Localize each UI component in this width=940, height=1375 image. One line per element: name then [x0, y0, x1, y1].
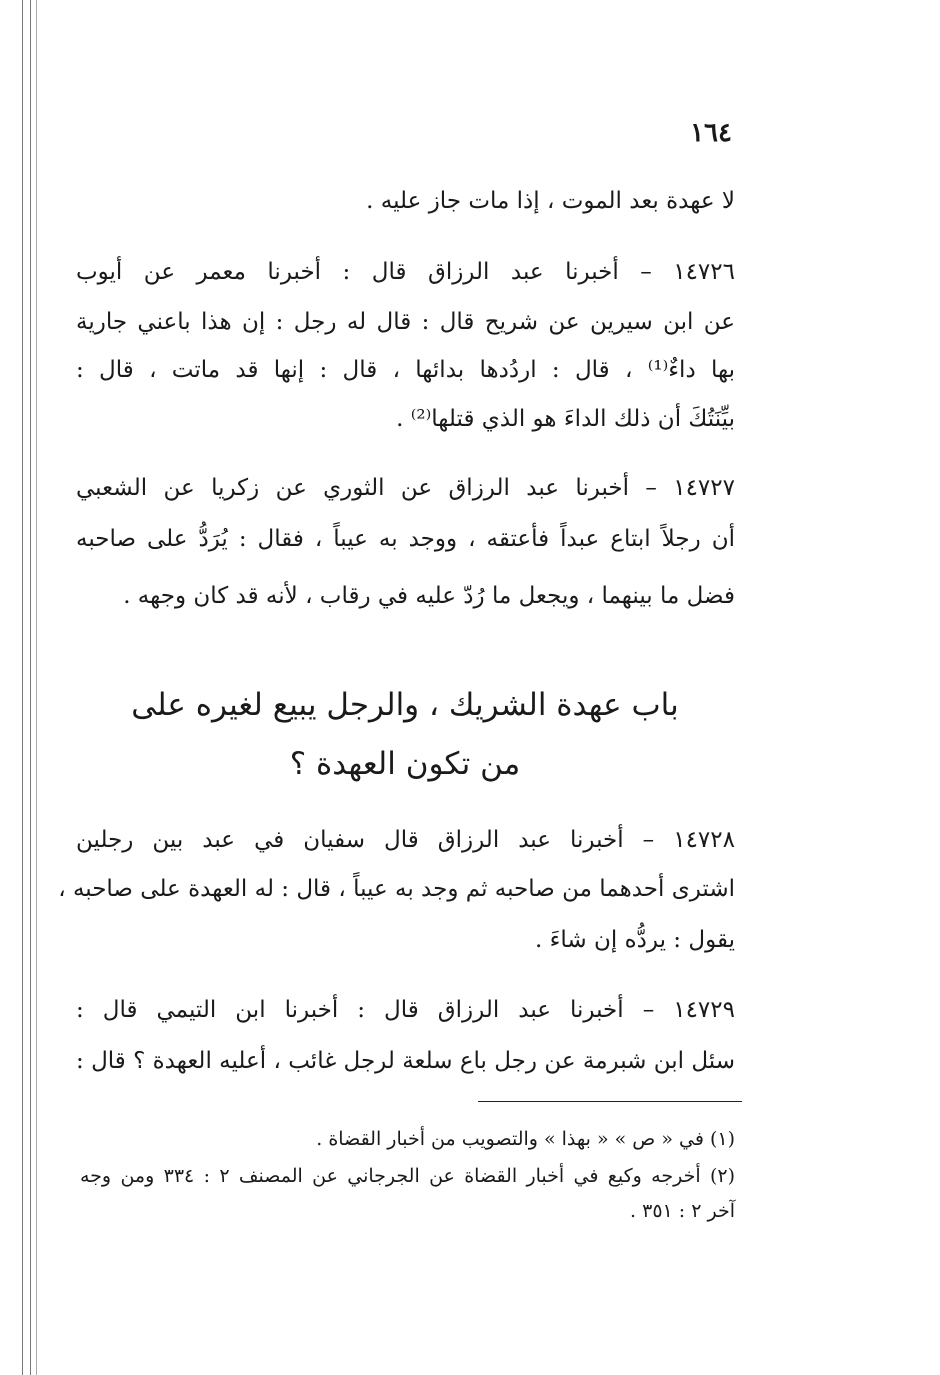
- footnote-separator: [478, 1101, 742, 1102]
- text-line: فضل ما بينهما ، ويجعل ما رُدّ عليه في رقاب ، لأنه قد كان وجهه .: [123, 583, 735, 609]
- text-line: ١٤٧٢٩ – أخبرنا عبد الرزاق قال : أخبرنا ابن التيمي قال :: [76, 997, 735, 1023]
- chapter-heading-line-2: من تكون العهدة ؟: [289, 746, 521, 782]
- text-line: لا عهدة بعد الموت ، إذا مات جاز عليه .: [366, 188, 735, 214]
- text-line: يقول : يردُّه إن شاءَ .: [534, 927, 735, 953]
- chapter-heading-line-1: باب عهدة الشريك ، والرجل يبيع لغيره على: [131, 687, 679, 723]
- text-line: ١٤٧٢٨ – أخبرنا عبد الرزاق قال سفيان في عبد بين رجلين: [76, 827, 735, 853]
- footnote-2-continued: آخر ٢ : ٣٥١ .: [630, 1200, 735, 1222]
- scan-edge-line: [36, 0, 37, 1375]
- page-number: ١٦٤: [690, 118, 732, 148]
- text-line: ١٤٧٢٧ – أخبرنا عبد الرزاق عن الثوري عن زكريا عن الشعبي: [76, 475, 735, 501]
- footnote-1: (١) في « ص » « بهذا » والتصويب من أخبار القضاة .: [316, 1128, 735, 1150]
- footnote-2: (٢) أخرجه وكيع في أخبار القضاة عن الجرجاني عن المصنف ٢ : ٣٣٤ ومن وجه: [80, 1165, 735, 1187]
- text-line: عن ابن سيرين عن شريح قال : قال له رجل : إن هذا باعني جارية: [76, 309, 735, 335]
- scan-edge-line: [30, 0, 31, 1375]
- text-line: بها داءٌ⁽¹⁾ ، قال : اردُدها بدائها ، قال : إنها قد ماتت ، قال :: [76, 357, 736, 383]
- text-line: سئل ابن شبرمة عن رجل باع سلعة لرجل غائب ، أعليه العهدة ؟ قال :: [76, 1048, 735, 1074]
- text-line: ١٤٧٢٦ – أخبرنا عبد الرزاق قال : أخبرنا معمر عن أيوب: [76, 259, 735, 285]
- text-line: أن رجلاً ابتاع عبداً فأعتقه ، ووجد به عيباً ، فقال : يُرَدُّ على صاحبه: [76, 526, 735, 552]
- text-line: بيِّنَتُكَ أن ذلك الداءَ هو الذي قتلها⁽²⁾ .: [396, 406, 735, 432]
- scan-edge-line: [22, 0, 23, 1375]
- text-line: اشترى أحدهما من صاحبه ثم وجد به عيباً ، قال : له العهدة على صاحبه ،: [58, 876, 735, 902]
